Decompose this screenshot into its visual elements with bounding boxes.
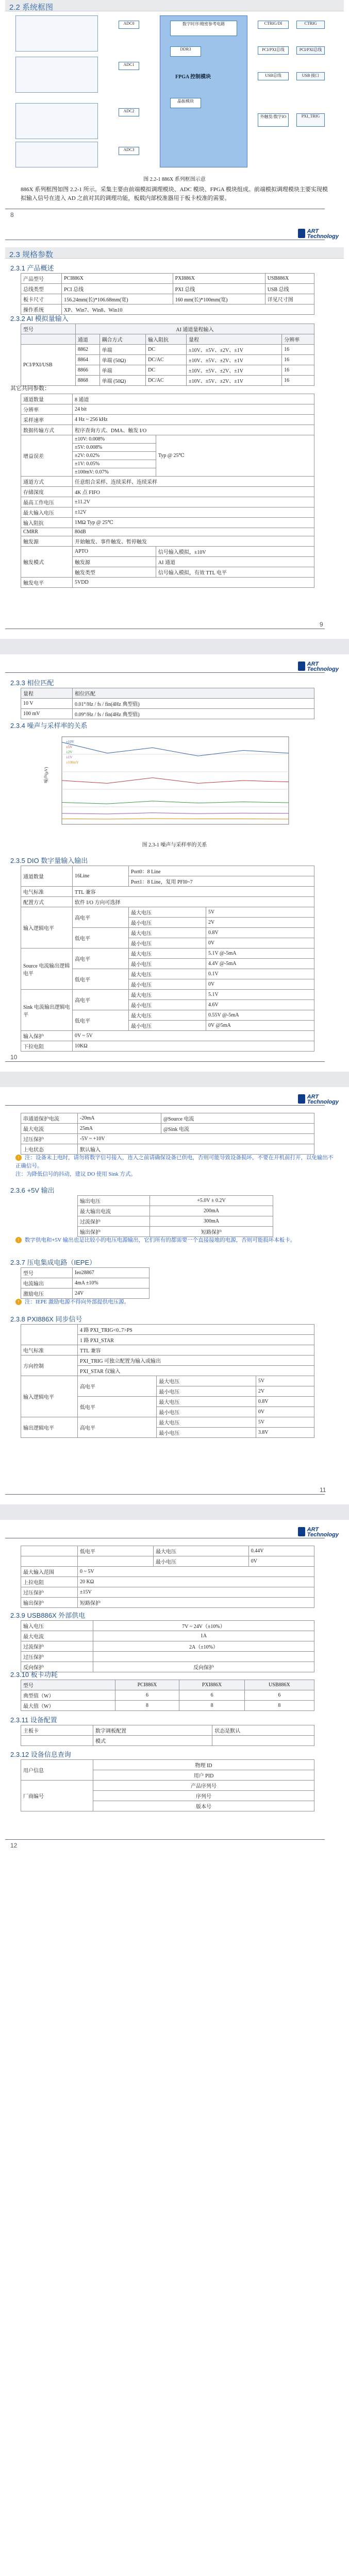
table-row: 型号 AI 通道量程输入 xyxy=(21,324,314,334)
table-row: 最小电压 4.4V @-5mA xyxy=(21,959,314,969)
table-row: 最大值（W） 8 8 8 xyxy=(21,1701,314,1711)
table-row: 触发模式 APTO 信号输入模拟，±10V xyxy=(21,547,314,557)
table-row: 最小电压 0V xyxy=(21,938,314,948)
notice-2: 注：为降低信号的抖动，建议 DO 使用 Sink 方式。 xyxy=(15,1172,136,1177)
right-box-4: 外触发/数字IO xyxy=(258,113,289,127)
table-row: 输入逻辑电平 高电平 最大电压 5V xyxy=(21,907,314,918)
table-row: 反向保护 反向保护 xyxy=(21,1662,314,1672)
table-row: 低电平 最大电压 0.8V xyxy=(21,1397,314,1407)
table-row: 最大输入电压 ±12V xyxy=(21,507,314,518)
usb-power-table xyxy=(21,1620,314,1672)
dio-table xyxy=(21,866,314,1052)
section-title: 2.2 系统框图 xyxy=(9,3,54,12)
common-title: 其它共同参数： xyxy=(10,385,50,392)
legend-entry: ±2V xyxy=(66,750,73,754)
table-row: 输出保护 短路保护 xyxy=(21,1598,314,1608)
subsection-title: 2.3.10 板卡功耗 xyxy=(10,1671,58,1679)
legend-entry: ±1V xyxy=(66,755,73,759)
warning-icon: ! xyxy=(15,1155,22,1161)
table-row: 分辨率 24 bit xyxy=(21,404,314,415)
table-row: 序列号 xyxy=(21,1791,314,1801)
footer-rule xyxy=(5,1494,325,1495)
intro-paragraph: 886X 系列框图如图 2.2-1 所示。采集主要由前端模拟调理模块、ADC 模块、FPGA 模块组成。前端模拟调理模块主要实现模拟输入信号在进入 AD 之前对其的调理功能，板载内部校准器用于板卡校准的需要。 xyxy=(21,187,328,201)
table-row: 典型值（W） 6 6 6 xyxy=(21,1690,314,1701)
analog-frontend-1 xyxy=(15,15,98,52)
warning-icon: ! xyxy=(15,1237,22,1243)
legend-entry: ±5V xyxy=(66,745,73,749)
table-row: 型号 Ieo28867 xyxy=(21,1268,149,1278)
table-row: 主板卡 数字调板配置 状态是默认 xyxy=(21,1725,314,1736)
table-row: 最小电压 2V xyxy=(21,918,314,928)
art-logo: ART Technology xyxy=(307,228,339,240)
port-pxi-trig: PXI_TRIG xyxy=(296,113,325,127)
config-table xyxy=(21,1725,314,1746)
pxi-out-table xyxy=(21,1546,314,1608)
section-header xyxy=(5,247,344,259)
table-row: Sink 电流输出逻辑电平 高电平 最大电压 5.1V xyxy=(21,990,314,1000)
table-row: 通道 耦合方式 输入阻抗 量程 分辨率 xyxy=(21,334,314,345)
table-row: 最高工作电压 ±11.2V xyxy=(21,497,314,507)
table-row: 触发源 开始触发、事件触发、暂停触发 xyxy=(21,536,314,547)
art-logo: ART Technology xyxy=(307,1094,339,1105)
overview-table xyxy=(21,273,314,315)
table-row: 电气标准 TTL 兼容 xyxy=(21,887,314,897)
port-bus: PCI/PXI总线 xyxy=(296,46,325,55)
dio-protect-table xyxy=(21,1113,314,1155)
common-table xyxy=(21,394,314,588)
table-row: 触发电平 5VDD xyxy=(21,578,314,588)
table-row: 最大电流 25mA @Sink 电流 xyxy=(21,1124,314,1134)
table-row: 过压保护 xyxy=(21,1652,314,1662)
port-usb: USB 接口 xyxy=(296,72,325,80)
page-5 xyxy=(0,1520,349,2576)
table-row: 低电平 最大电压 0.55V @-5mA xyxy=(21,1010,314,1021)
subsection-title: 2.3.11 设备配置 xyxy=(10,1716,57,1724)
table-row: 操作系统 XP、Win7、Win8、Win10 xyxy=(21,304,314,315)
section-header xyxy=(5,0,344,11)
page-number: 12 xyxy=(10,1842,18,1849)
table-row: 触发源 AI 通道 xyxy=(21,557,314,567)
table-row: Port1：8 Line，复用 PFI0~7 xyxy=(21,876,314,887)
header-rule xyxy=(5,672,325,673)
subsection-title: 2.3.3 相位匹配 xyxy=(10,679,54,687)
adc0-box: ADC0 xyxy=(119,21,139,29)
table-row: 增益误差 ±10V: 0.008% Typ @ 25℃ xyxy=(21,435,314,444)
table-row: 最大输入范围 0 ~ 5V xyxy=(21,1567,314,1577)
table-row: 配置方式 软件 I/O 方向可选择 xyxy=(21,897,314,907)
table-row: 电气标准 TTL 兼容 xyxy=(21,1345,314,1355)
port-ctrig: CTRIG xyxy=(296,21,325,29)
table-row: 过压保护 -5V ~ +10V xyxy=(21,1134,314,1144)
p5v-table xyxy=(77,1195,273,1237)
subsection-title: 2.3.1 产品概述 xyxy=(10,264,54,272)
table-row: ±2V: 0.02% xyxy=(21,452,314,460)
ddr3-box: DDR3 xyxy=(170,46,201,57)
section-title: 2.3 规格参数 xyxy=(9,250,54,259)
table-row: 通道数量 16Line Port0：8 Line xyxy=(21,866,314,876)
table-row: 最小电压 3.8V xyxy=(21,1428,314,1438)
adc2-box: ADC2 xyxy=(119,108,139,116)
footer-rule xyxy=(5,1839,325,1840)
table-row: 最小电压 0V @5mA xyxy=(21,1021,314,1031)
table-row: 输入阻抗 1MΩ Typ @ 25℃ xyxy=(21,518,314,528)
table-row: 通道方式 任意组合采样、连续采样、连续采样 xyxy=(21,477,314,487)
page-number: 8 xyxy=(10,211,14,218)
table-row: 电流输出 4mA ±10% xyxy=(21,1278,149,1289)
power-table xyxy=(21,1680,314,1711)
chart-caption: 图 2.3-1 噪声与采样率的关系 xyxy=(142,842,207,848)
page-3 xyxy=(0,654,349,1072)
table-row: 输入电压 7V ~ 24V（±10%） xyxy=(21,1621,314,1631)
info-table xyxy=(21,1759,314,1811)
table-row: 版本号 xyxy=(21,1801,314,1811)
osc-box: 晶振模块 xyxy=(170,98,201,108)
table-row: ±1V: 0.05% xyxy=(21,460,314,468)
subsection-title: 2.3.8 PXI886X 同步信号 xyxy=(10,1315,82,1323)
table-row: 100 mV 0.09°/Hz / fs / fin(4Hz 典型值) xyxy=(21,709,314,719)
table-row: 最小电压 0V xyxy=(21,979,314,990)
timing-box: 数字时序/精密参考电路 xyxy=(170,21,237,36)
table-row: 最小电压 2V xyxy=(21,1386,314,1397)
table-row: 8868 单端 (50Ω) DC/AC ±10V、±5V、±2V、±1V 16 xyxy=(21,376,314,386)
noise-chart xyxy=(41,732,299,840)
right-box-3: USB总线 xyxy=(258,72,289,80)
table-row: 数据传输方式 程序查询方式、DMA、触发 I/O xyxy=(21,425,314,435)
table-row: 10 V 0.01°/Hz / fs / fin(4Hz 典型值) xyxy=(21,699,314,709)
notice-4: ! 注：IEPE 激励电源不得向外部提供电压源。 xyxy=(15,1298,335,1307)
table-row: 上拉电阻 20 KΩ xyxy=(21,1577,314,1587)
table-row: 总线类型 PCI 总线 PXI 总线 USB 总线 xyxy=(21,284,314,294)
subsection-title: 2.3.5 DIO 数字量输入输出 xyxy=(10,857,88,865)
subsection-title: 2.3.4 噪声与采样率的关系 xyxy=(10,722,88,730)
table-row: 产品型号 PCI886X PXI886X USB886X xyxy=(21,274,314,284)
subsection-title: 2.3.2 AI 模拟量输入 xyxy=(10,315,69,323)
table-row: 最小电压 0V xyxy=(21,1407,314,1417)
table-row: 触发类型 信号输入模拟，有效 TTL 电平 xyxy=(21,567,314,578)
table-row: 最小电压 0V xyxy=(21,1556,314,1567)
table-row: 量程 相位匹配 xyxy=(21,688,314,699)
table-row: 存储深度 4K 点 FIFO xyxy=(21,487,314,497)
art-logo: ART Technology xyxy=(307,661,339,672)
table-row: 最小电压 4.6V xyxy=(21,1000,314,1010)
table-row: 1 路 PXI_STAR xyxy=(21,1335,314,1345)
table-row: 最大电流 1A xyxy=(21,1631,314,1641)
table-row: 串通道保护电流 -20mA @Source 电流 xyxy=(21,1113,314,1124)
adc3-box: ADC3 xyxy=(119,147,139,155)
analog-frontend-4 xyxy=(15,142,98,167)
table-row: ±5V: 0.008% xyxy=(21,444,314,452)
subsection-title: 2.3.7 压电集成电路（IEPE） xyxy=(10,1259,96,1266)
table-row: 激励电压 24V xyxy=(21,1289,149,1299)
subsection-title: 2.3.6 +5V 输出 xyxy=(10,1187,55,1194)
table-row: 上电状态 默认输入 xyxy=(21,1144,314,1155)
page-4 xyxy=(0,1087,349,1504)
table-row: 用户信息 物理 ID xyxy=(21,1760,314,1770)
page-number: 10 xyxy=(10,1054,18,1061)
page-2 xyxy=(0,222,349,639)
table-row: 型号 PCI886X PXI886X USB886X xyxy=(21,1680,314,1690)
table-row: 厂商编号 产品序列号 xyxy=(21,1781,314,1791)
notice-1: ! 注：设备未上电时，请勿将数字信号接入，连入之前请确保设备已供电，否则可能导致设备损坏，不要在开机前打开，以免输出不正确信号。 xyxy=(15,1155,334,1169)
table-row: 过流保护 2A（±10%） xyxy=(21,1641,314,1652)
table-row: 模式 xyxy=(21,1736,314,1746)
warning-icon: ! xyxy=(15,1299,22,1305)
table-row: 输入保护 0V ~ 5V xyxy=(21,1031,314,1041)
table-row: 过流保护 300mA xyxy=(78,1216,273,1227)
right-box-1: CTRIG/DI xyxy=(258,21,289,29)
table-row: 用户 PID xyxy=(21,1770,314,1781)
table-row: 通道数量 8 通道 xyxy=(21,394,314,404)
table-row: 低电平 最大电压 0.8V xyxy=(21,928,314,938)
pxi-table xyxy=(21,1324,314,1438)
table-row: ±100mV: 0.07% xyxy=(21,468,314,477)
table-row: 低电平 最大电压 0.44V xyxy=(21,1546,314,1556)
analog-frontend-2 xyxy=(15,57,98,93)
ai-table xyxy=(21,324,314,386)
table-row: 最大输出电流 200mA xyxy=(78,1206,273,1216)
table-row: 8864 单端 (50Ω) DC/AC ±10V、±5V、±2V、±1V 16 xyxy=(21,355,314,365)
y-axis-label: 噪声(μV) xyxy=(44,767,48,783)
right-box-2: PCI/PXI总线 xyxy=(258,46,289,55)
page-number: 11 xyxy=(320,1486,326,1494)
table-row: 方向控制 PXI_TRIG 可独立配置为输入或输出 xyxy=(21,1355,314,1366)
notice-3: ! 数字供电和+5V 输出也是比较小的电压电源输出，它们所有的都需要一个直接接地的电源，否则可能损坏本板卡。 xyxy=(15,1236,335,1245)
table-row: 输出逻辑电平 高电平 最大电压 5V xyxy=(21,1417,314,1428)
page-number: 9 xyxy=(320,621,323,628)
subsection-title: 2.3.9 USB886X 外部供电 xyxy=(10,1612,86,1619)
fpga-label: FPGA 控制模块 xyxy=(175,74,211,80)
table-row: 输出电压 +5.0V ± 0.2V xyxy=(78,1196,273,1206)
header-rule xyxy=(5,1105,325,1106)
table-row: 输入逻辑电平 高电平 最大电压 5V xyxy=(21,1376,314,1386)
iepe-table xyxy=(21,1267,149,1299)
figure-caption: 图 2.2-1 886X 系列框图示意 xyxy=(143,177,206,182)
fpga-block xyxy=(160,15,247,167)
table-row: CMRR 80dB xyxy=(21,528,314,536)
table-row: Source 电流输出逻辑电平 高电平 最大电压 5.1V @-5mA xyxy=(21,948,314,959)
subsection-title: 2.3.12 设备信息查询 xyxy=(10,1751,71,1758)
table-row: PXI_STAR 仅输入 xyxy=(21,1366,314,1376)
table-row: PCI/PXI/USB 8862 单端 DC ±10V、±5V、±2V、±1V 16 xyxy=(21,345,314,355)
table-row: 下拉电阻 10KΩ xyxy=(21,1041,314,1052)
legend-entry: ±10V xyxy=(66,740,74,744)
table-row: 输出保护 短路保护 xyxy=(78,1227,273,1237)
table-row: 8866 单端 DC ±10V、±5V、±2V、±1V 16 xyxy=(21,365,314,376)
analog-frontend-3 xyxy=(15,103,98,139)
table-row: 4 路 PXI_TRIG<0..7>PS xyxy=(21,1325,314,1335)
table-row: 低电平 最大电压 0.1V xyxy=(21,969,314,979)
footer-rule xyxy=(5,1061,325,1062)
legend-entry: ±100mV xyxy=(66,760,79,765)
table-row: 采样速率 4 Hz ~ 256 kHz xyxy=(21,415,314,425)
table-row: 板卡尺寸 156.24mm(长)*106.68mm(宽) 160 mm(长)*100mm(宽) 详见尺寸图 xyxy=(21,294,314,304)
table-row: 过压保护 ±15V xyxy=(21,1587,314,1598)
art-logo: ART Technology xyxy=(307,1527,339,1538)
block-diagram xyxy=(15,15,325,170)
phase-table xyxy=(21,688,314,719)
adc1-box: ADC1 xyxy=(119,62,139,70)
